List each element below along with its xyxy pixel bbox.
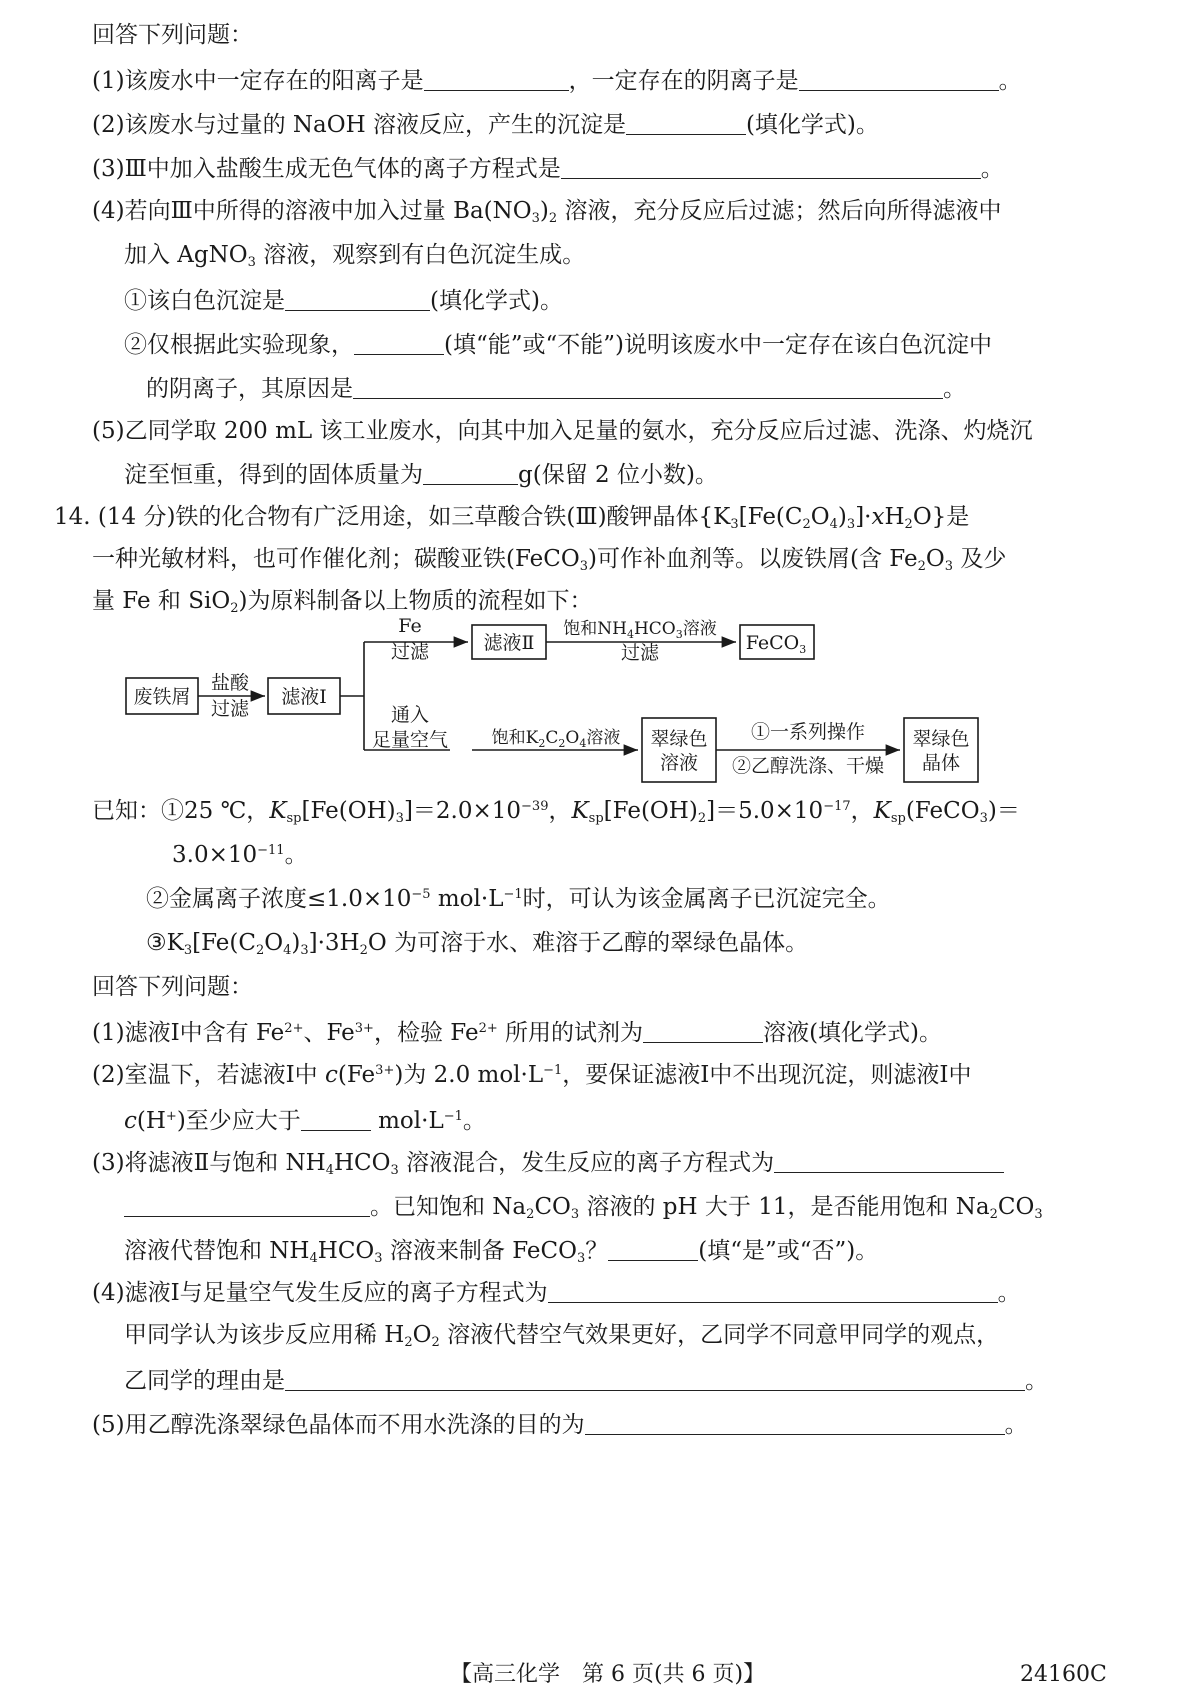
svg-text:盐酸: 盐酸 — [210, 672, 250, 694]
svg-text:足量空气: 足量空气 — [371, 729, 449, 751]
known-line2: $3.0\times 10^{-11}$。 — [172, 842, 308, 868]
answer-blank[interactable] — [285, 288, 430, 311]
q13-part4-sub1: ①该白色沉淀是 (填化学式)。 — [124, 288, 563, 314]
q14-part5: (5)用乙醇洗涤翠绿色晶体而不用水洗涤的目的为 。 — [92, 1412, 1028, 1438]
svg-text:饱和NH4HCO3溶液: 饱和$NH_4HCO_3$溶液 — [563, 619, 717, 641]
page-footer-code: 24160C — [1020, 1662, 1107, 1687]
answer-blank[interactable] — [585, 1412, 1005, 1435]
known-line3: ②金属离子浓度$\le 1.0\times 10^{-5}$ $mol\cdot L^{-1}$时，可认为该金属离子已沉淀完全。 — [146, 886, 891, 912]
answer-blank[interactable] — [301, 1108, 371, 1131]
svg-text:过滤: 过滤 — [620, 642, 660, 664]
answer-blank[interactable] — [285, 1368, 1025, 1391]
svg-text:滤液Ⅰ: 滤液Ⅰ — [281, 686, 327, 708]
q14-part4-line2: 甲同学认为该步反应用稀 $H_2O_2$ 溶液代替空气效果更好，乙同学不同意甲同学的观点， — [124, 1322, 1000, 1350]
q14-part2-line1: (2)室温下，若滤液Ⅰ中 $c(Fe^{3+})$为 2.0 $mol\cdot L^{-1}$，要保证滤液Ⅰ中不出现沉淀，则滤液Ⅰ中 — [92, 1062, 972, 1088]
q13-part4-line2: 加入 AgNO$_3$ 溶液，观察到有白色沉淀生成。 — [124, 242, 586, 270]
q14-part1: (1)滤液Ⅰ中含有 $Fe^{2+}$、$Fe^{3+}$，检验 $Fe^{2+}$ 所用的试剂为 溶液(填化学式)。 — [92, 1020, 943, 1046]
known-line4: $③K_3[Fe(C_2O_4)_3]\cdot 3H_2O$ 为可溶于水、难溶于乙醇的翠绿色晶体。 — [146, 930, 809, 958]
answer-blank[interactable] — [643, 1020, 763, 1043]
q13-part1: (1)该废水中一定存在的阳离子是 ，一定存在的阴离子是 。 — [92, 68, 1022, 94]
answer-blank[interactable] — [799, 68, 999, 91]
answer-blank[interactable] — [608, 1238, 698, 1261]
svg-text:FeCO3: FeCO$_3$ — [745, 632, 807, 656]
answer-blank[interactable] — [424, 68, 569, 91]
section-intro-2: 回答下列问题： — [92, 974, 253, 1000]
answer-blank[interactable] — [423, 462, 518, 485]
q14-line3: 量 Fe 和 SiO$_2$)为原料制备以上物质的流程如下： — [92, 588, 593, 616]
section-intro: 回答下列问题： — [92, 22, 253, 48]
answer-blank[interactable] — [548, 1280, 998, 1303]
svg-text:过滤: 过滤 — [390, 641, 430, 663]
answer-blank[interactable] — [774, 1150, 1004, 1173]
svg-text:通入: 通入 — [390, 704, 430, 726]
q14-part4-line3: 乙同学的理由是 。 — [124, 1368, 1048, 1394]
answer-blank[interactable] — [561, 156, 981, 179]
q13-part4-sub2-cont: 的阴离子，其原因是 。 — [146, 376, 966, 402]
svg-text:翠绿色: 翠绿色 — [650, 728, 708, 750]
q13-part3: (3)Ⅲ中加入盐酸生成无色气体的离子方程式是 。 — [92, 156, 1004, 182]
q14-line2: 一种光敏材料，也可作催化剂；碳酸亚铁(FeCO$_3$)可作补血剂等。以废铁屑(含 $Fe_2O_3$ 及少 — [92, 546, 1007, 574]
q14-part3-line2: 。已知饱和 $Na_2CO_3$ 溶液的 pH 大于 11，是否能用饱和 $Na_2CO_3$ — [124, 1194, 1043, 1219]
svg-text:溶液: 溶液 — [659, 752, 699, 774]
q13-part5-line2: 淀至恒重，得到的固体质量为 g(保留 2 位小数)。 — [124, 462, 718, 488]
svg-text:②乙醇洗涤、干燥: ②乙醇洗涤、干燥 — [731, 755, 885, 777]
answer-blank[interactable] — [124, 1194, 370, 1217]
known-line1: 已知：①25 ℃，$K_{sp}[Fe(OH)_3]=2.0\times 10^{-39}$，$K_{sp}[Fe(OH)_2]=5.0\times 10^{-17}$，$K_{sp}(FeCO_3)=$ — [92, 798, 1020, 826]
answer-blank[interactable] — [626, 112, 746, 135]
answer-blank[interactable] — [353, 376, 943, 399]
q14-part4-line1: (4)滤液Ⅰ与足量空气发生反应的离子方程式为 。 — [92, 1280, 1021, 1306]
svg-text:①一系列操作: ①一系列操作 — [750, 721, 866, 743]
q13-part4-sub2: ②仅根据此实验现象， (填“能”或“不能”)说明该废水中一定存在该白色沉淀中 — [124, 332, 992, 358]
svg-text:晶体: 晶体 — [921, 752, 961, 774]
svg-text:饱和K2C2O4溶液: 饱和$K_2C_2O_4$溶液 — [491, 728, 621, 750]
q14-line1: 14. (14 分)铁的化合物有广泛用途，如三草酸合铁(Ⅲ)酸钾晶体$\{K_3[Fe(C_2O_4)_3]\cdot xH_2O\}$是 — [54, 504, 970, 532]
q14-part3-line3: 溶液代替饱和 $NH_4HCO_3$ 溶液来制备 FeCO$_3$？ (填“是”或“否”)。 — [124, 1238, 879, 1266]
q14-part3-line1: (3)将滤液Ⅱ与饱和 $NH_4HCO_3$ 溶液混合，发生反应的离子方程式为 — [92, 1150, 1004, 1175]
svg-text:滤液Ⅱ: 滤液Ⅱ — [483, 632, 535, 654]
flow-label-scrap: 废铁屑 — [133, 686, 191, 708]
svg-text:Fe: Fe — [398, 615, 422, 637]
q14-part2-line2: c(H+)至少应大于 $mol\cdot L^{-1}$。 — [124, 1108, 486, 1134]
answer-blank[interactable] — [354, 332, 444, 355]
q13-part4-line1: (4)若向Ⅲ中所得的溶液中加入过量 $Ba(NO_3)_2$ 溶液，充分反应后过滤；然后向所得滤液中 — [92, 198, 1002, 226]
q13-part2: (2)该废水与过量的 NaOH 溶液反应，产生的沉淀是 (填化学式)。 — [92, 112, 879, 138]
page-footer-title: 【高三化学 第 6 页(共 6 页)】 — [450, 1662, 766, 1687]
q13-part5-line1: (5)乙同学取 200 mL 该工业废水，向其中加入足量的氨水，充分反应后过滤、洗涤、灼烧沉 — [92, 418, 1033, 444]
svg-text:翠绿色: 翠绿色 — [912, 728, 970, 750]
svg-text:过滤: 过滤 — [210, 698, 250, 720]
process-flow-diagram — [120, 615, 1120, 868]
